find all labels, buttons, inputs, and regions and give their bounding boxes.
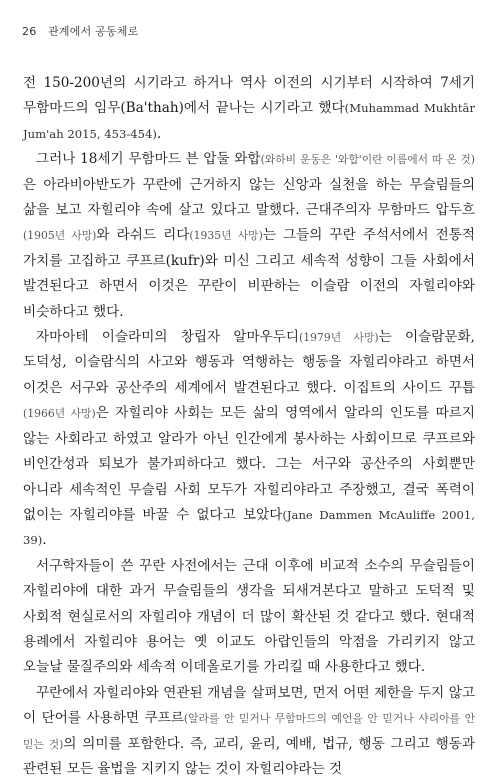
text-run: 는 이슬람문화, 도덕성, 이슬람식의 사고와 행동과 역행하는 행동을 자힐리야라고 하면서 이것은 서구와 공산주의 세계에서 발견된다고 했다. 이집트의 사이드 꾸틉 xyxy=(23,329,476,396)
citation: (Jane Dammen McAuliffe 2001, 39) xyxy=(23,507,475,548)
parenthetical-note: (1966년 사망) xyxy=(23,407,96,421)
paragraph xyxy=(23,681,475,782)
page-number: 26 xyxy=(22,25,37,38)
text-run: 의 의미를 포함한다. 즉, 교리, 윤리, 예배, 법규, 행동 그리고 행동과 관련된 모든 율법을 지키지 않는 것이 자힐리야라는 것 xyxy=(23,735,475,777)
text-run: 전 150-200년의 시기라고 하거나 역사 이전의 시기부터 시작하여 7세기 무함마드의 임무(Ba'thah)에서 끝나는 시기라고 했다 xyxy=(23,75,475,117)
text-run: 자마아테 이슬라미의 창립자 알마우두디 xyxy=(36,329,300,346)
parenthetical-note: (1935년 사망) xyxy=(189,229,263,243)
paragraph xyxy=(23,325,475,554)
text-run: . xyxy=(156,125,162,142)
parenthetical-note: (1979년 사망) xyxy=(299,331,379,345)
text-run: 꾸란에서 자힐리야와 연관된 개념을 살펴보면, 먼저 어떤 제한을 두지 않고 이 단어를 사용하면 쿠프르 xyxy=(23,684,475,727)
parenthetical-note: (와하비 운동은 '와합'이란 이름에서 따 온 것) xyxy=(260,153,475,167)
parenthetical-note: (1905년 사망) xyxy=(23,229,97,243)
text-run: 그러나 18세기 무함마드 븐 압둘 와합 xyxy=(36,151,261,168)
text-run: 는 그들의 꾸란 주석서에서 전통적 가치를 고집하고 쿠프르(kufr)와 미신 그리고 세속적 성향이 그들 사회에서 발견된다고 하면서 이것은 꾸란이 비판하는 이슬람 이전의 자힐리야와 비슷하다고 했다. xyxy=(23,227,476,320)
text-run: 와 라쉬드 리다 xyxy=(96,227,190,244)
citation: (Muhammad Mukhtār Jum'ah 2015, 453-454) xyxy=(23,101,475,141)
paragraph xyxy=(23,147,475,325)
text-run: . xyxy=(42,532,47,549)
parenthetical-note: (알라를 안 믿거나 무함마드의 예언을 안 믿거나 샤리아를 안 믿는 것) xyxy=(23,712,475,751)
text-run: 서구학자들이 쓴 꾸란 사전에서는 근대 이후에 비교적 소수의 무슬림들이 자힐리야에 대한 과거 무슬림들의 생각을 되새겨본다고 말하고 도덕적 및 사회적 현실로서의 자힐리야 개념이 더 많이 확산된 것 같다고 했다. 현대적 용례에서 자힐리야 용어는 옛 이교도 아랍인들의 악점을 가리키지 않고 오늘날 물질주의와 세속적 이데올로기를 가리킬 때 사용한다고 했다. xyxy=(23,557,475,676)
body-text xyxy=(23,71,475,782)
paragraph xyxy=(23,554,475,681)
running-title: 관계에서 공동체로 xyxy=(48,25,139,38)
text-run: 은 아라비아반도가 꾸란에 근거하지 않는 신앙과 실천을 하는 무슬림들의 삶을 보고 자힐리야 속에 살고 있다고 말했다. 근대주의자 무함마드 압두흐 xyxy=(23,176,475,219)
text-run: 은 자힐리야 사회는 모든 삶의 영역에서 알라의 인도를 따르지 않는 사회라고 하였고 알라가 아닌 인간에게 봉사하는 사회이므로 쿠프르와 비인간성과 퇴보가 불가피하다고 했다. 그는 서구와 공산주의 사회뿐만 아니라 세속적인 무슬림 사회 모두가 자힐리야라고 주장했고, 결국 폭력이 없이는 자힐리야를 바꿀 수 없다고 보았다 xyxy=(23,405,476,523)
paragraph xyxy=(23,71,475,147)
running-head xyxy=(22,23,138,39)
